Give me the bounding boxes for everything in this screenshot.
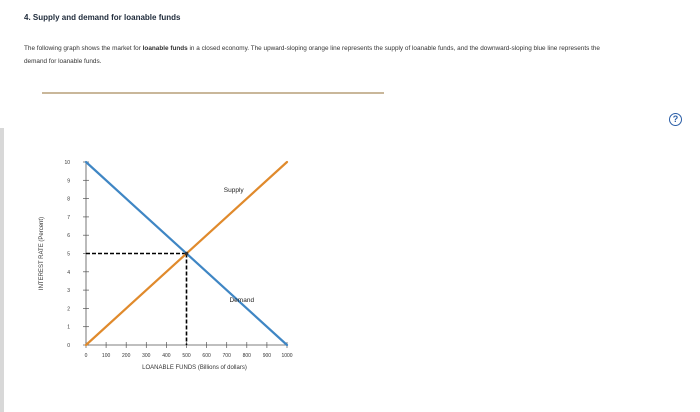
- x-tick-label: 800: [242, 353, 251, 359]
- x-tick-label: 100: [101, 353, 111, 359]
- y-tick-label: 8: [67, 196, 70, 203]
- desc-text-2: in a closed economy. The upward-sloping orange line represents the supply of loanable funds, and the downward-sloping blue line represents the demand for loanable funds.: [24, 45, 600, 65]
- question-title: 4. Supply and demand for loanable funds: [24, 13, 181, 22]
- equilibrium-point: [185, 252, 189, 256]
- x-axis-label: LOANABLE FUNDS (Billions of dollars): [142, 365, 247, 371]
- y-axis-label: INTEREST RATE (Percent): [39, 216, 45, 291]
- x-tick-label: 200: [122, 353, 131, 359]
- x-tick-label: 300: [142, 353, 151, 359]
- y-tick-label: 6: [67, 233, 70, 240]
- help-icon[interactable]: ?: [669, 113, 682, 126]
- y-tick-label: 3: [67, 288, 70, 295]
- y-tick-label: 2: [67, 306, 70, 313]
- supply-label: Supply: [223, 187, 244, 195]
- x-tick-label: 1000: [281, 353, 293, 359]
- y-tick-label: 4: [67, 269, 70, 276]
- x-tick-label: 500: [182, 353, 191, 359]
- x-tick-label: 400: [162, 353, 171, 359]
- x-tick-label: 600: [202, 353, 211, 359]
- y-tick-label: 9: [67, 178, 70, 185]
- y-tick-label: 5: [67, 251, 70, 258]
- x-tick-label: 0: [84, 353, 88, 359]
- demand-label: Demand: [229, 296, 255, 304]
- desc-bold: loanable funds: [142, 45, 188, 52]
- x-tick-label: 700: [222, 353, 231, 359]
- y-tick-label: 10: [64, 160, 70, 166]
- x-tick-label: 900: [262, 353, 272, 359]
- y-tick-label: 0: [67, 343, 70, 349]
- y-tick-label: 1: [67, 324, 70, 331]
- y-tick-label: 7: [67, 214, 70, 221]
- desc-text-1: The following graph shows the market for: [24, 45, 143, 52]
